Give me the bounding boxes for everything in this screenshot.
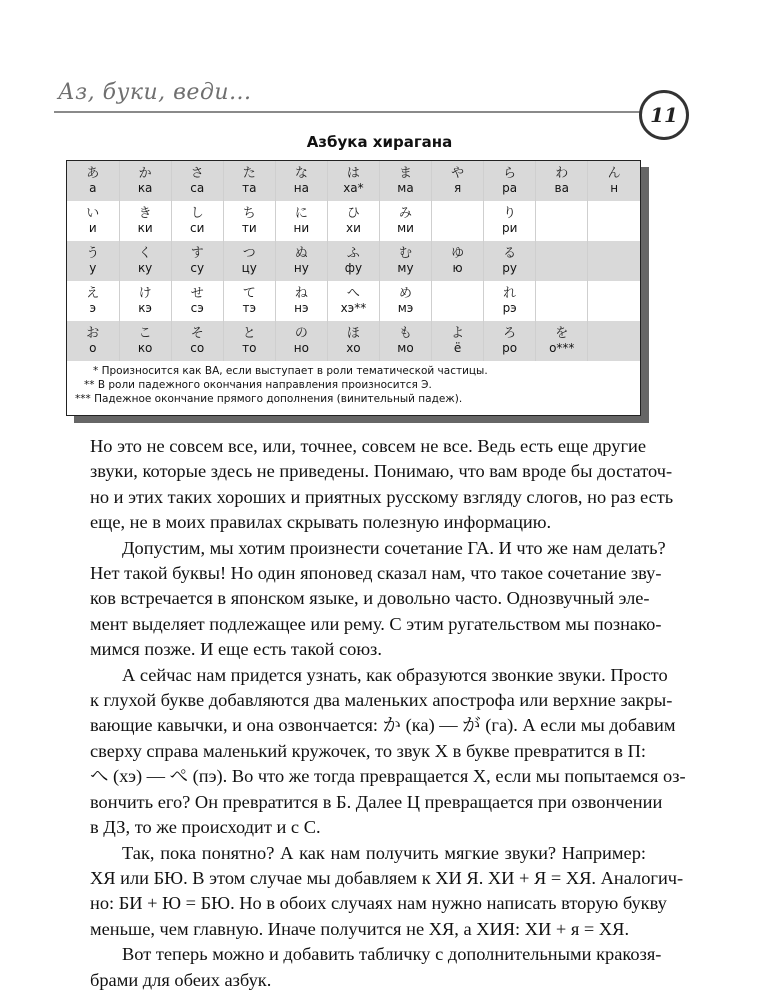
kana-glyph: こ: [138, 325, 152, 341]
kana-glyph: る: [503, 245, 517, 261]
kana-reading: та: [242, 180, 257, 195]
kana-reading: э: [89, 300, 97, 315]
kana-reading: сэ: [190, 300, 204, 315]
text-line: мент выделяет подлежащее или рему. С этим ругательством мы познако-: [90, 613, 662, 634]
text-line: вающие кавычки, и она озвончается: か (ка) — が (га). А если мы добавим: [90, 715, 676, 736]
kana-glyph: か: [138, 165, 152, 181]
hiragana-table: [66, 160, 641, 416]
kana-reading: кэ: [138, 300, 153, 315]
text-line: к глухой букве добавляются два маленьких апострофа или верхние закры-: [90, 690, 673, 711]
kana-cell: [327, 321, 379, 361]
text-line: брами для обеих азбук.: [90, 969, 272, 990]
kana-reading: ти: [241, 220, 257, 235]
kana-cell: [484, 201, 536, 241]
kana-cell: [379, 321, 431, 361]
kana-glyph: き: [138, 205, 152, 221]
text-line: в ДЗ, то же происходит и с С.: [90, 817, 321, 838]
kana-reading: ко: [137, 340, 153, 355]
kana-glyph: め: [399, 285, 413, 301]
kana-glyph: ら: [503, 165, 517, 181]
kana-reading: ри: [501, 220, 518, 235]
kana-glyph: さ: [190, 165, 204, 181]
kana-reading: а: [89, 180, 97, 195]
kana-cell: [379, 161, 431, 201]
table-note: * Произносится как ВА, если выступает в роли тематической частицы.: [93, 365, 488, 377]
kana-reading: то: [242, 340, 257, 355]
kana-reading: ру: [502, 260, 518, 275]
text-line: звуки, которые здесь не приведены. Понимаю, что вам вроде бы достаточ-: [90, 461, 673, 482]
kana-glyph: え: [86, 285, 100, 301]
kana-grid: [67, 161, 640, 361]
kana-cell: [327, 241, 379, 281]
kana-glyph: ん: [607, 165, 621, 181]
kana-cell: [327, 201, 379, 241]
kana-glyph: せ: [190, 285, 204, 301]
kana-cell: [379, 241, 431, 281]
text-line: Но это не совсем все, или, точнее, совсем не все. Ведь есть еще другие: [90, 436, 646, 456]
text-line: ХЯ или БЮ. В этом случае мы добавляем к ХИ Я. ХИ + Я = ХЯ. Аналогич-: [90, 867, 684, 888]
kana-row: [67, 281, 640, 321]
kana-cell: [223, 161, 275, 201]
kana-reading: хэ**: [340, 300, 367, 315]
table-notes: [67, 361, 640, 406]
kana-cell: [588, 281, 640, 321]
kana-cell: [536, 241, 588, 281]
kana-glyph: い: [86, 205, 100, 221]
kana-cell: [484, 241, 536, 281]
kana-cell: [484, 281, 536, 321]
kana-glyph: む: [399, 245, 413, 261]
kana-glyph: す: [190, 245, 204, 261]
kana-glyph: ろ: [503, 325, 517, 341]
kana-reading: о: [89, 340, 97, 355]
kana-glyph: や: [451, 165, 465, 181]
kana-reading: хо: [346, 340, 361, 355]
kana-reading: мо: [397, 340, 414, 355]
kana-cell: [119, 281, 171, 321]
text-line: меньше, чем главную. Иначе получится не ХЯ, а ХИЯ: ХИ + я = ХЯ.: [90, 918, 630, 939]
kana-glyph: れ: [503, 285, 517, 301]
kana-reading: мэ: [397, 300, 414, 315]
kana-cell: [275, 201, 327, 241]
kana-cell: [588, 241, 640, 281]
kana-cell: [432, 281, 484, 321]
kana-cell: [171, 201, 223, 241]
kana-glyph: ゆ: [451, 245, 465, 261]
kana-reading: ма: [397, 180, 414, 195]
kana-reading: ка: [137, 180, 153, 195]
kana-glyph: の: [294, 325, 308, 341]
kana-row: [67, 201, 640, 241]
kana-cell: [536, 161, 588, 201]
kana-row: [67, 161, 640, 201]
kana-cell: [275, 321, 327, 361]
page-number: 11: [639, 90, 689, 140]
kana-glyph: わ: [555, 165, 569, 181]
kana-glyph: り: [503, 205, 517, 221]
text-line: Нет такой буквы! Но один японовед сказал нам, что такое сочетание зву-: [90, 563, 662, 584]
kana-glyph: み: [399, 205, 413, 221]
kana-reading: фу: [344, 260, 363, 275]
table-note: ** В роли падежного окончания направления произносится Э.: [84, 379, 432, 391]
kana-reading: хи: [345, 220, 361, 235]
kana-reading: ва: [554, 180, 569, 195]
kana-reading: тэ: [242, 300, 257, 315]
kana-glyph: そ: [190, 325, 204, 341]
kana-reading: нэ: [294, 300, 309, 315]
kana-glyph: ね: [294, 285, 308, 301]
text-line: ков встречается в японском языке, и довольно часто. Однозвучный элe-: [90, 588, 650, 609]
kana-glyph: な: [294, 165, 308, 181]
kana-cell: [275, 241, 327, 281]
kana-row: [67, 241, 640, 281]
kana-glyph: く: [138, 245, 152, 261]
kana-reading: и: [88, 220, 97, 235]
table-note: *** Падежное окончание прямого дополнения (винительный падеж).: [75, 393, 463, 405]
kana-cell: [327, 281, 379, 321]
kana-cell: [67, 321, 119, 361]
kana-row: [67, 321, 640, 361]
kana-reading: ну: [293, 260, 309, 275]
kana-glyph: と: [242, 325, 256, 341]
header-rule: [54, 111, 644, 113]
kana-reading: ни: [293, 220, 310, 235]
kana-cell: [171, 241, 223, 281]
text-line: Допустим, мы хотим произнести сочетание ГА. И что же нам делать?: [122, 537, 666, 558]
kana-glyph: に: [294, 205, 308, 221]
kana-reading: со: [190, 340, 205, 355]
kana-glyph: を: [555, 325, 569, 341]
kana-reading: цу: [241, 260, 257, 275]
kana-cell: [223, 241, 275, 281]
kana-cell: [327, 161, 379, 201]
kana-reading: н: [610, 180, 619, 195]
kana-cell: [119, 321, 171, 361]
kana-reading: но: [293, 340, 309, 355]
kana-cell: [67, 241, 119, 281]
kana-cell: [588, 161, 640, 201]
text-line: мимся позже. И еще есть такой союз.: [90, 639, 382, 660]
kana-reading: ку: [137, 260, 153, 275]
running-title: Аз, буки, веди...: [58, 80, 252, 105]
kana-reading: у: [89, 260, 97, 275]
kana-cell: [119, 161, 171, 201]
kana-glyph: て: [242, 285, 256, 301]
kana-reading: су: [190, 260, 205, 275]
text-line: вончить его? Он превратится в Б. Далее Ц превращается при озвончении: [90, 791, 663, 812]
kana-cell: [171, 281, 223, 321]
kana-cell: [67, 281, 119, 321]
kana-glyph: は: [346, 165, 360, 181]
kana-cell: [432, 241, 484, 281]
kana-cell: [67, 161, 119, 201]
text-line: へ (хэ) — ぺ (пэ). Во что же тогда превращается Х, если мы попытаемся оз-: [90, 766, 686, 787]
kana-glyph: も: [399, 325, 413, 341]
kana-reading: рэ: [502, 300, 517, 315]
kana-glyph: ほ: [346, 325, 360, 341]
kana-glyph: う: [86, 245, 100, 261]
kana-reading: ё: [453, 340, 462, 355]
kana-cell: [171, 161, 223, 201]
kana-glyph: あ: [86, 165, 100, 181]
kana-glyph: た: [242, 165, 256, 181]
kana-reading: ми: [397, 220, 414, 235]
kana-glyph: し: [190, 205, 204, 221]
kana-cell: [379, 201, 431, 241]
kana-reading: о***: [549, 340, 575, 355]
kana-cell: [536, 321, 588, 361]
kana-glyph: へ: [346, 285, 360, 301]
kana-glyph: ぬ: [294, 245, 308, 261]
kana-cell: [588, 201, 640, 241]
kana-cell: [379, 281, 431, 321]
kana-cell: [432, 201, 484, 241]
body-text: [90, 434, 686, 993]
text-line: сверху справа маленький кружочек, то звук Х в букве превратится в П:: [90, 740, 646, 761]
kana-reading: на: [293, 180, 309, 195]
kana-cell: [275, 281, 327, 321]
kana-reading: ха*: [343, 180, 364, 195]
text-line: Вот теперь можно и добавить табличку с дополнительными кракозя-: [122, 944, 662, 965]
kana-cell: [432, 321, 484, 361]
text-line: А сейчас нам придется узнать, как образуются звонкие звуки. Просто: [122, 664, 668, 685]
text-line: но: БИ + Ю = БЮ. Но в обоих случаях нам нужно написать вторую букву: [90, 893, 667, 914]
text-line: еще, не в моих правилах скрывать полезную информацию.: [90, 512, 552, 533]
kana-cell: [536, 201, 588, 241]
kana-cell: [119, 241, 171, 281]
kana-glyph: け: [138, 285, 152, 301]
kana-glyph: ま: [399, 165, 413, 181]
kana-cell: [67, 201, 119, 241]
kana-reading: са: [190, 180, 205, 195]
kana-glyph: お: [86, 325, 100, 341]
kana-glyph: ひ: [346, 205, 360, 221]
kana-reading: ки: [137, 220, 153, 235]
kana-reading: ро: [502, 340, 518, 355]
kana-cell: [275, 161, 327, 201]
kana-cell: [432, 161, 484, 201]
table-title: Азбука хирагана: [306, 133, 453, 151]
kana-reading: си: [189, 220, 205, 235]
kana-cell: [484, 161, 536, 201]
text-line: но и этих таких хороших и приятных русскому взгляду слогов, но раз есть: [90, 486, 674, 507]
kana-reading: ю: [452, 260, 463, 275]
kana-cell: [223, 201, 275, 241]
kana-glyph: ち: [242, 205, 256, 221]
kana-reading: му: [397, 260, 414, 275]
kana-cell: [223, 321, 275, 361]
kana-cell: [536, 281, 588, 321]
kana-cell: [223, 281, 275, 321]
kana-cell: [171, 321, 223, 361]
text-line: Так, пока понятно? А как нам получить мягкие звуки? Например:: [122, 842, 646, 863]
kana-cell: [119, 201, 171, 241]
kana-glyph: つ: [242, 245, 256, 261]
kana-reading: ра: [502, 180, 518, 195]
kana-glyph: よ: [451, 325, 465, 341]
kana-cell: [484, 321, 536, 361]
kana-cell: [588, 321, 640, 361]
kana-reading: я: [453, 180, 462, 195]
kana-glyph: ふ: [346, 245, 360, 261]
